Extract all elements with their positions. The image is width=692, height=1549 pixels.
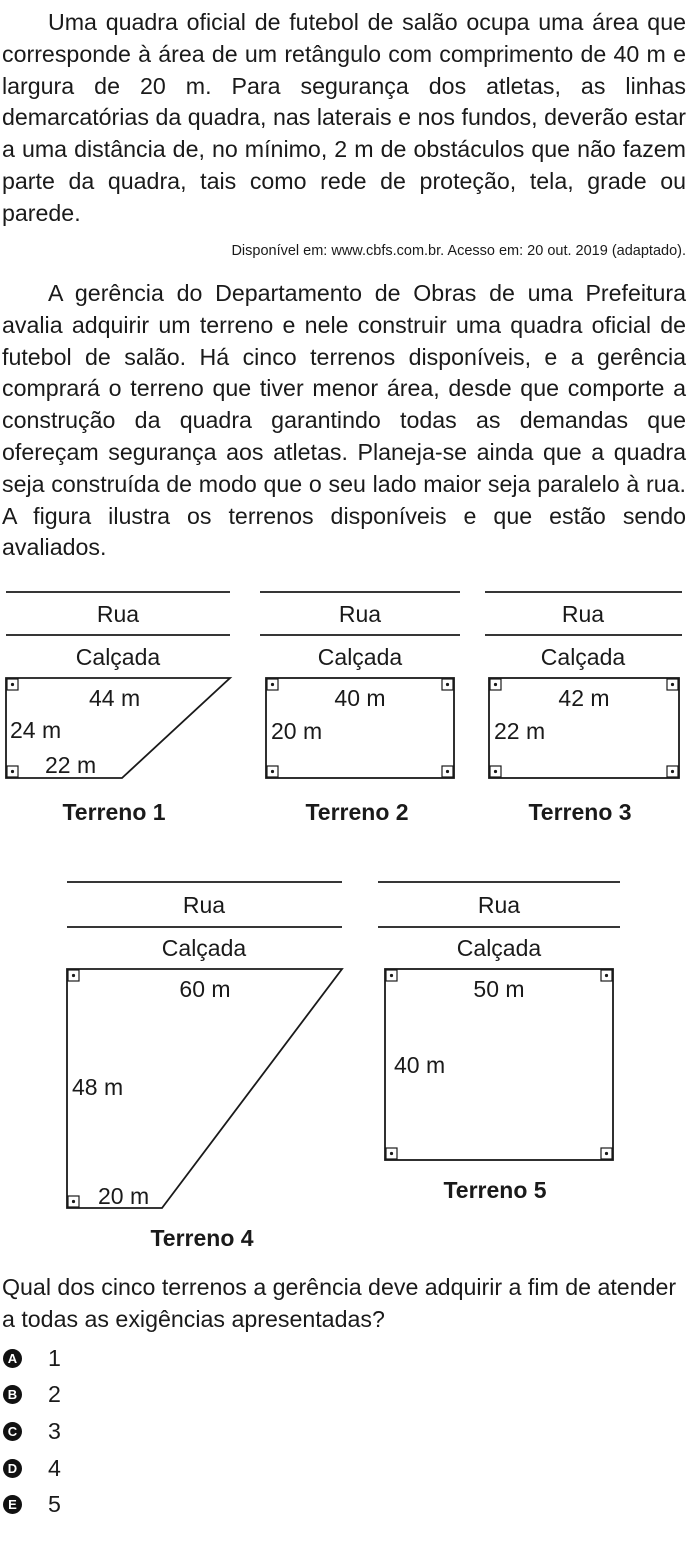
terreno-4-bottom-measure: 20 m <box>98 1183 150 1209</box>
terreno-1-street-label: Rua <box>96 601 140 627</box>
terreno-3-top-measure: 42 m <box>558 685 610 711</box>
option-d-letter-badge: D <box>3 1459 22 1478</box>
terreno-5-sidewalk-label: Calçada <box>456 935 542 961</box>
option-b-letter-badge: B <box>3 1385 22 1404</box>
option-e-text: 5 <box>48 1491 61 1518</box>
terreno-2-sidewalk-label: Calçada <box>317 644 403 670</box>
terreno-5-side-measure: 40 m <box>394 1052 446 1078</box>
terreno-5-top-measure: 50 m <box>473 976 525 1002</box>
context-paragraph: A gerência do Departamento de Obras de uma Prefeitura avalia adquirir um terreno e nele construir uma quadra oficial de futebol de salão. Há cinco terrenos disponíveis, e a gerência comprará o terreno que tiver menor área, desde que comporte a construção da quadra garantindo todas as demandas que ofereçam segurança aos atletas. Planeja-se ainda que a quadra seja construída de modo que o seu lado maior seja paralelo à rua. A figura ilustra os terrenos disponíveis e que estão sendo avaliados. <box>2 280 686 561</box>
option-c-text: 3 <box>48 1417 61 1444</box>
terrenos-figure <box>0 575 692 1265</box>
terreno-4-title: Terreno 4 <box>150 1225 254 1251</box>
terreno-4-sidewalk-label: Calçada <box>161 935 247 961</box>
option-a-letter-badge: A <box>3 1349 22 1368</box>
terreno-3-street-label: Rua <box>561 601 605 627</box>
terreno-2-top-measure: 40 m <box>334 685 386 711</box>
terreno-1-top-measure: 44 m <box>89 685 141 711</box>
terreno-4-street-label: Rua <box>182 892 226 918</box>
terreno-1-side-measure: 24 m <box>10 717 62 743</box>
option-b-text: 2 <box>48 1381 61 1408</box>
option-d-text: 4 <box>48 1454 61 1481</box>
option-a[interactable] <box>2 1340 61 1377</box>
answer-options <box>2 1340 61 1523</box>
terreno-1-title: Terreno 1 <box>62 799 166 825</box>
terreno-2-title: Terreno 2 <box>305 799 409 825</box>
option-e-letter-badge: E <box>3 1495 22 1514</box>
intro-paragraph: Uma quadra oficial de futebol de salão ocupa uma área que corresponde à área de um retângulo com comprimento de 40 m e largura de 20 m. Para segurança dos atletas, as linhas demarcatórias da quadra, nas laterais e nos fundos, deverão estar a uma distância de, no mínimo, 2 m de obstáculos que não fazem parte da quadra, tais como rede de proteção, tela, grade ou parede. <box>2 9 686 226</box>
question-text: Qual dos cinco terrenos a gerência deve adquirir a fim de atender a todas as exigências apresentadas? <box>2 1274 677 1332</box>
terreno-5-street-label: Rua <box>477 892 521 918</box>
option-e[interactable] <box>2 1486 61 1523</box>
source-citation: Disponível em: www.cbfs.com.br. Acesso em: 20 out. 2019 (adaptado). <box>231 243 686 259</box>
terreno-4-top-measure: 60 m <box>179 976 231 1002</box>
terreno-4-side-measure: 48 m <box>72 1074 124 1100</box>
option-c[interactable] <box>2 1413 61 1450</box>
terreno-3-sidewalk-label: Calçada <box>540 644 626 670</box>
option-a-text: 1 <box>48 1344 61 1371</box>
option-d[interactable] <box>2 1450 61 1487</box>
terreno-5-title: Terreno 5 <box>443 1177 547 1203</box>
option-b[interactable] <box>2 1377 61 1414</box>
option-c-letter-badge: C <box>3 1422 22 1441</box>
terreno-2-street-label: Rua <box>338 601 382 627</box>
terreno-1-bottom-measure: 22 m <box>45 752 97 778</box>
terreno-3-side-measure: 22 m <box>494 718 546 744</box>
terreno-3-title: Terreno 3 <box>528 799 632 825</box>
terreno-2-side-measure: 20 m <box>271 718 323 744</box>
terreno-1-sidewalk-label: Calçada <box>75 644 161 670</box>
